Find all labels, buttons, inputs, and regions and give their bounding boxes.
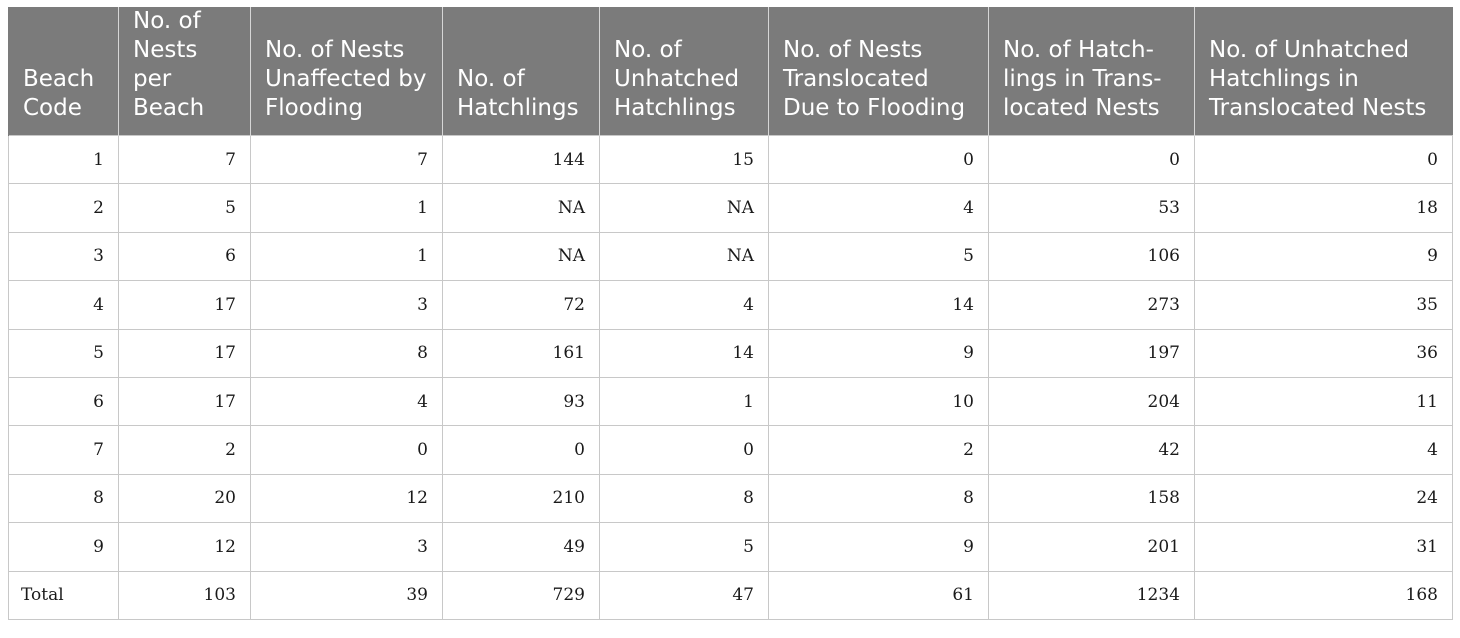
cell-unhatched-translocated: 168	[1195, 571, 1453, 619]
header-unhatched: No. of Unhatched Hatchlings	[600, 7, 769, 136]
cell-unhatched-translocated: 11	[1195, 377, 1453, 425]
cell-nests-per-beach: 17	[119, 377, 251, 425]
cell-nests-translocated: 4	[769, 184, 989, 232]
cell-hatchlings: 0	[443, 426, 600, 474]
cell-nests-unaffected: 3	[251, 523, 443, 571]
cell-nests-per-beach: 2	[119, 426, 251, 474]
cell-beach-code: 8	[9, 474, 119, 522]
cell-nests-per-beach: 5	[119, 184, 251, 232]
cell-hatchlings-translocated: 42	[989, 426, 1195, 474]
table-row	[9, 426, 1453, 474]
cell-unhatched-translocated: 31	[1195, 523, 1453, 571]
cell-unhatched-translocated: 36	[1195, 329, 1453, 377]
cell-unhatched-translocated: 24	[1195, 474, 1453, 522]
cell-nests-per-beach: 17	[119, 329, 251, 377]
cell-unhatched: 47	[600, 571, 769, 619]
cell-nests-translocated: 0	[769, 136, 989, 184]
cell-nests-translocated: 2	[769, 426, 989, 474]
cell-nests-translocated: 9	[769, 329, 989, 377]
cell-hatchlings-translocated: 106	[989, 232, 1195, 280]
cell-nests-per-beach: 6	[119, 232, 251, 280]
cell-hatchlings-translocated: 1234	[989, 571, 1195, 619]
cell-unhatched: 8	[600, 474, 769, 522]
cell-unhatched: 14	[600, 329, 769, 377]
cell-hatchlings: 49	[443, 523, 600, 571]
cell-hatchlings-translocated: 53	[989, 184, 1195, 232]
cell-nests-per-beach: 20	[119, 474, 251, 522]
cell-nests-translocated: 10	[769, 377, 989, 425]
data-table-container	[8, 7, 1452, 620]
cell-unhatched: 4	[600, 281, 769, 329]
header-nests-unaffected: No. of Nests Unaffected by Flooding	[251, 7, 443, 136]
cell-hatchlings-translocated: 204	[989, 377, 1195, 425]
cell-nests-unaffected: 0	[251, 426, 443, 474]
cell-hatchlings: 144	[443, 136, 600, 184]
cell-unhatched-translocated: 4	[1195, 426, 1453, 474]
header-beach-code: Beach Code	[9, 7, 119, 136]
cell-total-label: Total	[9, 571, 119, 619]
cell-nests-unaffected: 12	[251, 474, 443, 522]
cell-unhatched: 5	[600, 523, 769, 571]
cell-unhatched: 0	[600, 426, 769, 474]
cell-unhatched-translocated: 35	[1195, 281, 1453, 329]
cell-hatchlings-translocated: 0	[989, 136, 1195, 184]
cell-unhatched-translocated: 0	[1195, 136, 1453, 184]
cell-nests-unaffected: 3	[251, 281, 443, 329]
table-row	[9, 281, 1453, 329]
cell-nests-unaffected: 4	[251, 377, 443, 425]
cell-unhatched-translocated: 18	[1195, 184, 1453, 232]
cell-nests-per-beach: 103	[119, 571, 251, 619]
cell-unhatched: NA	[600, 232, 769, 280]
cell-beach-code: 3	[9, 232, 119, 280]
header-row	[9, 7, 1453, 136]
table-row	[9, 184, 1453, 232]
cell-unhatched-translocated: 9	[1195, 232, 1453, 280]
table-row	[9, 523, 1453, 571]
cell-beach-code: 9	[9, 523, 119, 571]
cell-nests-unaffected: 7	[251, 136, 443, 184]
cell-hatchlings: NA	[443, 232, 600, 280]
cell-beach-code: 6	[9, 377, 119, 425]
cell-nests-unaffected: 39	[251, 571, 443, 619]
nest-flooding-table	[8, 7, 1453, 620]
cell-hatchlings-translocated: 197	[989, 329, 1195, 377]
cell-beach-code: 5	[9, 329, 119, 377]
table-row	[9, 329, 1453, 377]
table-row	[9, 136, 1453, 184]
cell-beach-code: 4	[9, 281, 119, 329]
cell-beach-code: 1	[9, 136, 119, 184]
cell-nests-unaffected: 1	[251, 184, 443, 232]
cell-beach-code: 7	[9, 426, 119, 474]
cell-hatchlings: NA	[443, 184, 600, 232]
table-row	[9, 377, 1453, 425]
table-row	[9, 232, 1453, 280]
cell-unhatched: 1	[600, 377, 769, 425]
cell-hatchlings: 729	[443, 571, 600, 619]
cell-nests-per-beach: 7	[119, 136, 251, 184]
header-nests-translocated: No. of Nests Translocated Due to Flooding	[769, 7, 989, 136]
cell-nests-translocated: 5	[769, 232, 989, 280]
cell-nests-translocated: 9	[769, 523, 989, 571]
cell-hatchlings: 93	[443, 377, 600, 425]
cell-beach-code: 2	[9, 184, 119, 232]
cell-hatchlings: 210	[443, 474, 600, 522]
total-row	[9, 571, 1453, 619]
cell-nests-unaffected: 1	[251, 232, 443, 280]
cell-nests-per-beach: 12	[119, 523, 251, 571]
cell-nests-translocated: 8	[769, 474, 989, 522]
cell-unhatched: NA	[600, 184, 769, 232]
cell-unhatched: 15	[600, 136, 769, 184]
cell-hatchlings-translocated: 158	[989, 474, 1195, 522]
header-hatchlings-translocated: No. of Hatch-lings in Trans-located Nests	[989, 7, 1195, 136]
header-hatchlings: No. of Hatchlings	[443, 7, 600, 136]
cell-nests-translocated: 14	[769, 281, 989, 329]
cell-hatchlings-translocated: 201	[989, 523, 1195, 571]
table-row	[9, 474, 1453, 522]
cell-nests-per-beach: 17	[119, 281, 251, 329]
cell-nests-unaffected: 8	[251, 329, 443, 377]
cell-hatchlings: 161	[443, 329, 600, 377]
cell-hatchlings: 72	[443, 281, 600, 329]
cell-nests-translocated: 61	[769, 571, 989, 619]
header-unhatched-translocated: No. of Unhatched Hatchlings in Translocated Nests	[1195, 7, 1453, 136]
header-nests-per-beach: No. of Nests per Beach	[119, 7, 251, 136]
cell-hatchlings-translocated: 273	[989, 281, 1195, 329]
